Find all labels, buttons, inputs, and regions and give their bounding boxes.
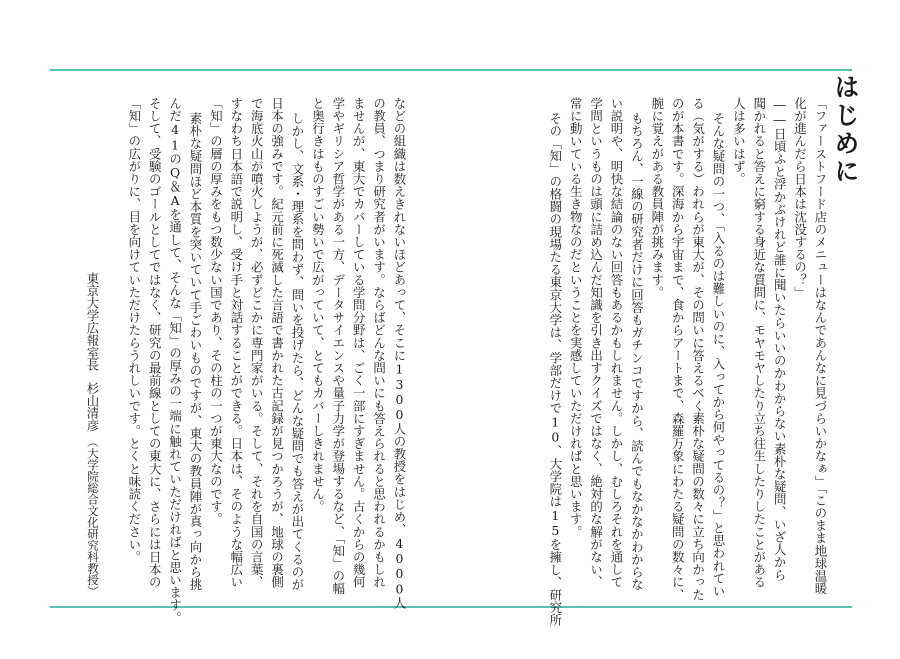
text-line: 素朴な疑問ほど本質を突いていて手ごわいものですが、東大の教員陣が真っ向から挑 [188,112,203,591]
text-line: 「ファーストフード店のメニューはなんであんなに見づらいかなぁ」「このまま地球温暖 [813,97,828,595]
text-line: 「知」の層の厚みをもつ数少ない国であり、その柱の一つが東大なのです。 [208,97,224,526]
text-line: 化が進んだら日本は沈没するの？」 [792,97,808,299]
signature-affiliation: 東京大学広報室長 [85,272,100,372]
text-line: そして、受験のゴールとしてではなく、研究の最前線としての東大に、さらには日本の [147,97,163,589]
text-line: 聞かれると答えに窮する身近な質問に、モヤモヤしたり立ち往生したりしたことがある [751,97,767,589]
text-line: 常に動いている生き物なのだということを実感していただければと思います。 [568,97,584,538]
text-line: 人は多いはず。 [731,97,747,186]
text-line: 学やギリシア哲学がある一方、データサイエンスや量子力学が登場するなど、「知」の幅 [330,97,346,595]
text-line: ――日頃ふと浮かぶけれど誰に聞いたらいいのかわからない素朴な疑問、いざ人から [772,97,788,581]
text-line: 学問というものは頭に詰め込んだ知識を引き出すクイズではなく、絶対的な解がない、 [588,97,604,589]
top-rule [50,69,852,71]
signature-title: （大学院総合文化研究科教授） [86,436,100,597]
text-line: すなわち日本語で説明し、受け手と対話することができる。日本は、そのような幅広い [228,97,244,589]
text-line: そんな疑問の一つ、「入るのは難しいのに、入ってから何やってるの？」と思われてい [711,112,726,598]
text-line: で海底火山が噴火しようが、必ずどこかに専門家がいる。そして、それを自国の言葉、 [249,97,265,589]
text-line: る（気がする）われらが東大が、その問いに答えるべく素朴な疑問の数々に立ち向かった [690,97,706,601]
text-line: などの組織は数えきれないほどあって、そこに1300人の教授をはじめ、4000人 [392,97,407,610]
text-line: 日本の強みです。紀元前に死滅した言語で書かれた古記録が見つかろうが、地球の裏側 [269,97,285,589]
text-line: い説明や、明快な結論のない回答もあるかもしれません。しかし、むしろそれを通して [609,97,624,589]
text-line: もちろん、一線の研究者だけに回答もガチンコですから、読んでもなかなかわからな [629,112,645,591]
text-line: と奥行きはものすごい勢いで広がっていて、とてもカバーしきれません。 [310,97,326,513]
text-line: 「知」の広がりに、目を向けていただけたらうれしいです。とくと味読ください。 [126,97,142,564]
text-line: のが本書です。深海から宇宙まで、食からアートまで、森羅万象にわたる疑問の数々に、 [670,97,686,601]
signature-name: 杉山清彦 [85,382,100,432]
text-line: の教員、つまり研究者がいます。ならばどんな問いにも答えられると思われるかもしれ [371,97,387,589]
page-heading: はじめに [831,74,860,186]
text-line: 腕に覚えがある教員陣が挑みます。 [649,97,665,299]
text-line: しかし、文系・理系を問わず、問いを投げたら、どんな疑問でも答えが出てくるのが [290,112,305,591]
text-line: んだ41のQ＆Aを通して、そんな「知」の厚みの一端に触れていただければと思います。 [167,97,183,624]
text-line: ませんが、東大でカバーしている学問分野は、ごく一部にすぎません。古くからの幾何 [351,97,367,589]
text-line: その「知」の格闘の現場たる東京大学は、学部だけで10、大学院は15を擁し、研究所 [547,112,563,627]
